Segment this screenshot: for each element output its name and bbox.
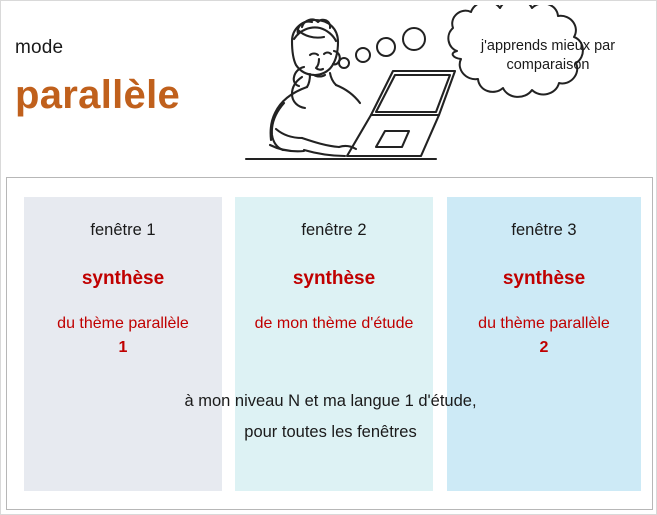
window-subtitle-text-1: du thème parallèle <box>57 315 189 332</box>
synthesis-label-3: synthèse <box>502 268 586 289</box>
footer-line-2: pour toutes les fenêtres <box>244 423 417 441</box>
thought-bubble-text: j'apprends mieux par comparaison <box>480 38 616 73</box>
window-subtitle-3 <box>447 312 641 360</box>
window-column-1 <box>24 197 222 491</box>
window-column-2 <box>235 197 433 491</box>
window-label-3: fenêtre 3 <box>511 221 577 239</box>
footer-line-1: à mon niveau N et ma langue 1 d'étude, <box>184 392 477 410</box>
window-number-1: 1 <box>118 339 128 356</box>
window-label-2: fenêtre 2 <box>301 221 367 239</box>
header <box>1 1 657 173</box>
synthesis-label-1: synthèse <box>81 268 165 289</box>
parallel-mode-panel <box>6 177 653 510</box>
window-number-3: 2 <box>539 339 549 356</box>
window-column-3 <box>447 197 641 491</box>
thought-bubble <box>336 5 646 145</box>
window-label-1: fenêtre 1 <box>90 221 156 239</box>
panel-footer <box>7 392 654 442</box>
window-subtitle-text-2: de mon thème d'étude <box>254 315 414 332</box>
window-columns <box>7 178 652 509</box>
mode-title: parallèle <box>15 73 181 117</box>
mode-label: mode <box>15 37 64 58</box>
window-subtitle-2 <box>235 312 433 336</box>
window-subtitle-text-3: du thème parallèle <box>478 315 610 332</box>
window-subtitle-1 <box>24 312 222 360</box>
synthesis-label-2: synthèse <box>292 268 376 289</box>
